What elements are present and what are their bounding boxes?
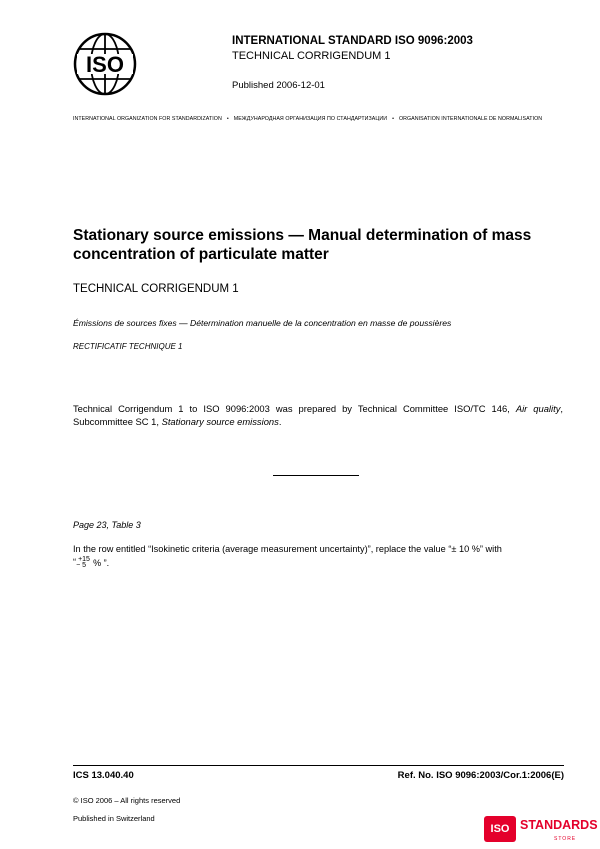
tolerance-value xyxy=(76,556,110,569)
section-divider xyxy=(273,475,359,476)
published-date: Published 2006-12-01 xyxy=(232,80,325,91)
iso-logo-text: ISO xyxy=(86,52,124,77)
org-french: ORGANISATION INTERNATIONALE DE NORMALISATION xyxy=(398,116,543,122)
footer-divider xyxy=(73,765,564,766)
standards-store-watermark xyxy=(484,816,598,844)
org-english: INTERNATIONAL ORGANIZATION FOR STANDARDIZATION xyxy=(73,116,222,122)
org-separator: • xyxy=(392,116,394,122)
copyright-notice: © ISO 2006 – All rights reserved xyxy=(73,796,181,805)
lower-tolerance: − 5 xyxy=(76,562,86,569)
upper-tolerance: +15 xyxy=(78,556,90,563)
document-title: Stationary source emissions — Manual determination of mass concentration of particulate matter xyxy=(73,227,532,263)
org-russian: МЕЖДУНАРОДНАЯ ОРГАНИЗАЦИЯ ПО СТАНДАРТИЗАЦИИ xyxy=(233,116,388,122)
publication-place: Published in Switzerland xyxy=(73,814,155,823)
reference-number: Ref. No. ISO 9096:2003/Cor.1:2006(E) xyxy=(397,770,564,781)
standard-title: INTERNATIONAL STANDARD ISO 9096:2003 xyxy=(232,35,473,47)
organization-names xyxy=(73,116,542,122)
correction-instruction: In the row entitled “Isokinetic criteria (average measurement uncertainty)”, replace the value “± 10 %” with “ +15 − 5 % ”. xyxy=(73,544,502,569)
page-reference: Page 23, Table 3 xyxy=(73,520,141,530)
document-title-fr: Émissions de sources fixes — Détermination manuelle de la concentration en masse de poussières xyxy=(73,318,452,328)
corrigendum-label-fr: RECTIFICATIF TECHNIQUE 1 xyxy=(73,342,183,351)
org-separator: • xyxy=(226,116,229,122)
unit-suffix: % ”. xyxy=(93,558,110,568)
iso-logo xyxy=(73,32,137,96)
preparation-paragraph: Technical Corrigendum 1 to ISO 9096:2003 was prepared by Technical Committee ISO/TC 146, Air quality, Subcommittee SC 1, Stationary source emissions. xyxy=(73,403,563,427)
watermark-text: STANDARDS xyxy=(520,818,598,832)
corrigendum-subtitle: TECHNICAL CORRIGENDUM 1 xyxy=(232,50,391,62)
subcommittee-name: Stationary source emissions xyxy=(161,416,279,427)
committee-name: Air quality xyxy=(515,403,561,414)
watermark-subtext: STORE xyxy=(554,836,577,842)
watermark-badge: ISO xyxy=(484,816,516,842)
corrigendum-label-en: TECHNICAL CORRIGENDUM 1 xyxy=(73,283,239,295)
ics-code: ICS 13.040.40 xyxy=(73,770,134,781)
